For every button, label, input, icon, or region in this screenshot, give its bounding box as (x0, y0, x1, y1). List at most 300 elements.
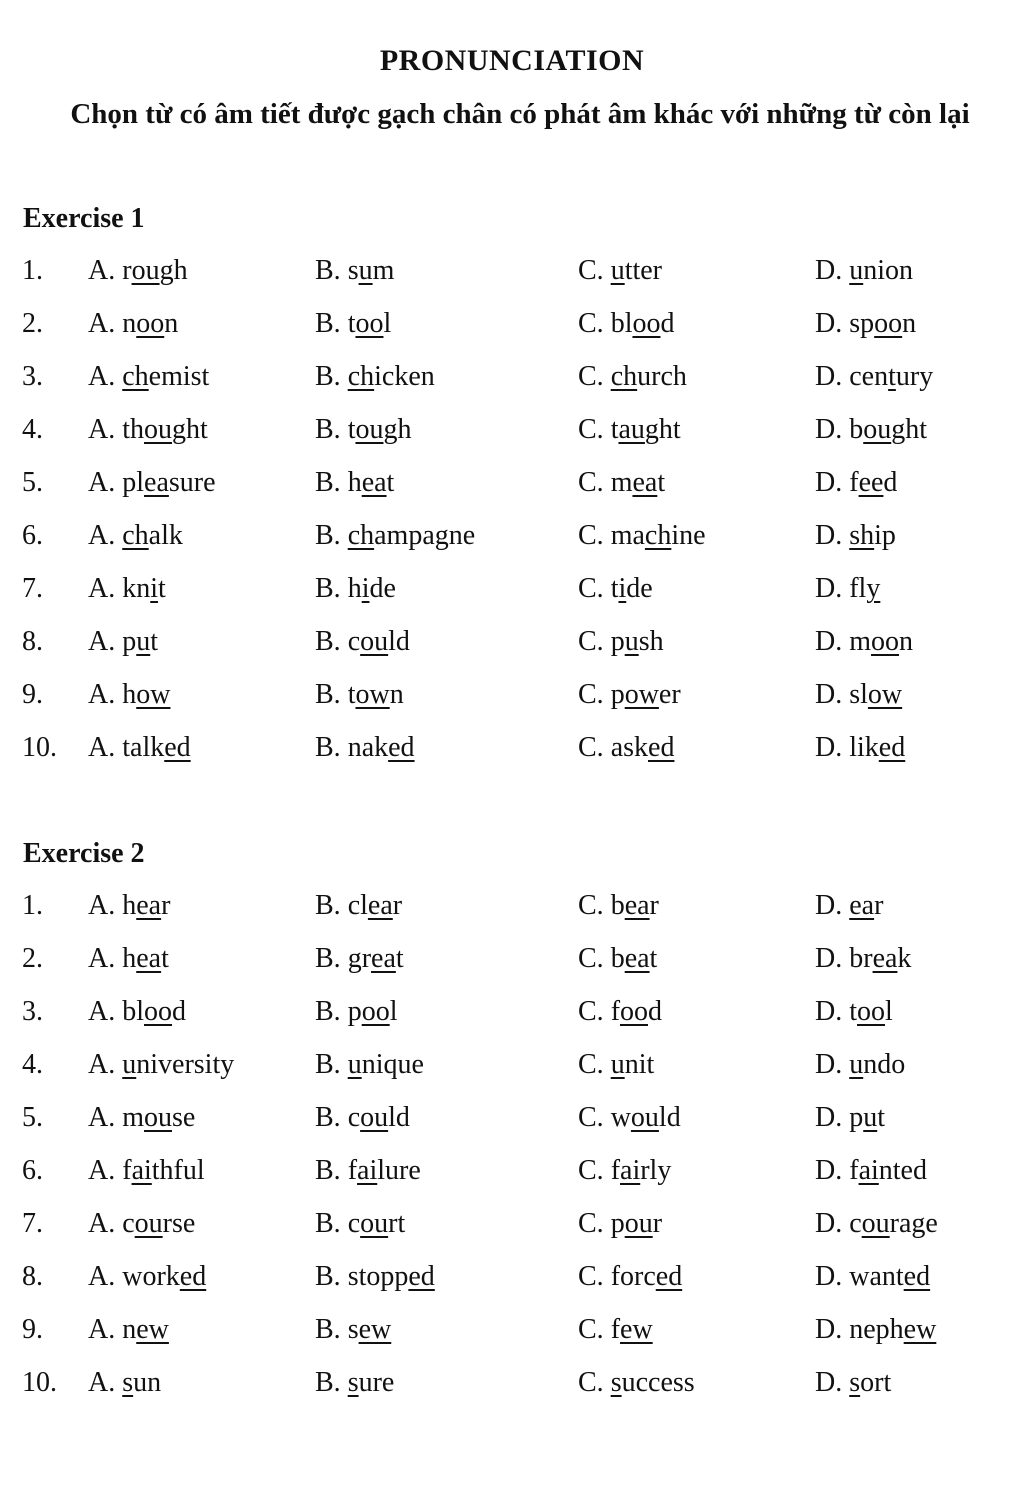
option-letter: C. (578, 943, 604, 974)
answer-option[interactable] (578, 626, 664, 658)
option-letter: B. (315, 626, 341, 657)
word-suffix: rse (162, 1208, 196, 1239)
word-prefix: p (610, 626, 625, 657)
underlined-sound: oo (361, 996, 390, 1027)
answer-option[interactable] (578, 679, 681, 711)
answer-option[interactable] (88, 1261, 206, 1293)
answer-option[interactable] (578, 1049, 654, 1081)
underlined-sound: u (863, 1102, 878, 1133)
option-letter: B. (315, 1102, 341, 1133)
answer-option[interactable] (578, 255, 662, 287)
word-prefix: f (849, 467, 859, 498)
underlined-sound: ea (136, 943, 162, 974)
word-prefix: f (849, 1155, 859, 1186)
option-letter: A. (88, 943, 116, 974)
underlined-sound: ed (648, 732, 675, 763)
option-letter: D. (815, 255, 843, 286)
answer-option[interactable] (815, 1155, 927, 1187)
option-letter: B. (315, 996, 341, 1027)
question-row (0, 573, 1024, 613)
underlined-sound: ed (903, 1261, 931, 1292)
option-letter: D. (815, 1155, 843, 1186)
option-letter: A. (88, 308, 116, 339)
word-suffix: t (386, 467, 395, 498)
word-suffix: t (877, 1102, 886, 1133)
word-prefix: r (122, 255, 132, 286)
answer-option[interactable] (815, 890, 883, 922)
answer-option[interactable] (315, 1155, 421, 1187)
answer-option[interactable] (815, 467, 897, 499)
word-suffix: de (369, 573, 396, 604)
question-row (0, 1102, 1024, 1142)
word-prefix: t (347, 308, 356, 339)
answer-option[interactable] (815, 414, 927, 446)
word-prefix: bl (610, 308, 633, 339)
question-row (0, 255, 1024, 295)
word-suffix: nted (878, 1155, 927, 1186)
underlined-sound: y (866, 573, 881, 604)
answer-option[interactable] (578, 890, 659, 922)
answer-option[interactable] (88, 626, 158, 658)
answer-option[interactable] (815, 679, 902, 711)
option-letter: A. (88, 626, 116, 657)
word-prefix: cl (347, 890, 368, 921)
question-number: 6. (22, 1155, 43, 1186)
answer-option[interactable] (578, 573, 653, 605)
answer-option[interactable] (578, 520, 706, 552)
question-number: 4. (22, 414, 43, 445)
answer-option[interactable] (578, 943, 657, 975)
answer-option[interactable] (88, 1155, 205, 1187)
exercise-heading: Exercise 2 (23, 838, 145, 869)
word-suffix: ort (860, 1367, 892, 1398)
option-letter: B. (315, 679, 341, 710)
underlined-sound: ou (355, 414, 384, 445)
underlined-sound: oo (857, 996, 886, 1027)
underlined-sound: ea (136, 890, 162, 921)
answer-option[interactable] (315, 626, 410, 658)
underlined-sound: ew (136, 1314, 169, 1345)
answer-option[interactable] (815, 255, 913, 287)
answer-option[interactable] (815, 1367, 891, 1399)
question-number: 7. (22, 1208, 43, 1239)
question-number: 4. (22, 1049, 43, 1080)
answer-option[interactable] (88, 361, 209, 393)
answer-option[interactable] (815, 626, 913, 658)
answer-option[interactable] (88, 1314, 169, 1346)
option-letter: B. (315, 308, 341, 339)
option-letter: C. (578, 1208, 604, 1239)
word-prefix: h (347, 573, 362, 604)
answer-option[interactable] (578, 1102, 681, 1134)
answer-option[interactable] (578, 414, 681, 446)
answer-option[interactable] (315, 732, 415, 764)
option-letter: B. (315, 943, 341, 974)
answer-option[interactable] (88, 996, 186, 1028)
word-suffix: d (660, 308, 675, 339)
option-letter: A. (88, 520, 116, 551)
word-suffix: emist (148, 361, 210, 392)
instruction: Chọn từ có âm tiết được gạch chân có phát âm khác với những từ còn lại (70, 98, 970, 130)
option-letter: C. (578, 996, 604, 1027)
word-suffix: ine (671, 520, 706, 551)
word-suffix: sure (168, 467, 216, 498)
underlined-sound: ed (878, 732, 906, 763)
answer-option[interactable] (88, 890, 170, 922)
word-suffix: t (657, 467, 666, 498)
word-suffix: r (161, 890, 171, 921)
answer-option[interactable] (815, 1314, 936, 1346)
word-prefix: t (347, 414, 356, 445)
word-prefix: w (610, 1102, 631, 1133)
answer-option[interactable] (88, 573, 166, 605)
word-suffix: alk (148, 520, 183, 551)
underlined-sound: ou (360, 1208, 389, 1239)
answer-option[interactable] (815, 1208, 938, 1240)
option-letter: B. (315, 1208, 341, 1239)
underlined-sound: ch (610, 361, 638, 392)
underlined-sound: u (624, 626, 639, 657)
word-prefix: bl (122, 996, 145, 1027)
underlined-sound: ai (858, 1155, 879, 1186)
word-prefix: c (347, 1208, 361, 1239)
underlined-sound: sh (849, 520, 875, 551)
word-prefix: ma (610, 520, 645, 551)
answer-option[interactable] (315, 308, 391, 340)
word-suffix: t (158, 573, 166, 604)
word-suffix: rly (640, 1155, 672, 1186)
answer-option[interactable] (315, 1208, 405, 1240)
answer-option[interactable] (315, 520, 475, 552)
option-letter: D. (815, 943, 843, 974)
word-prefix: t (849, 996, 858, 1027)
answer-option[interactable] (815, 308, 916, 340)
word-prefix: p (610, 1208, 625, 1239)
question-row (0, 1155, 1024, 1195)
question-number: 9. (22, 1314, 43, 1345)
answer-option[interactable] (815, 943, 911, 975)
word-prefix: n (122, 1314, 137, 1345)
word-prefix: c (347, 1102, 361, 1133)
question-row (0, 414, 1024, 454)
answer-option[interactable] (88, 1367, 161, 1399)
option-letter: D. (815, 890, 843, 921)
word-prefix: br (849, 943, 873, 974)
option-letter: D. (815, 1261, 843, 1292)
underlined-sound: oo (144, 996, 173, 1027)
answer-option[interactable] (88, 943, 169, 975)
word-prefix: f (610, 996, 621, 1027)
word-prefix: t (610, 573, 619, 604)
answer-option[interactable] (88, 520, 183, 552)
answer-option[interactable] (578, 308, 674, 340)
answer-option[interactable] (815, 573, 880, 605)
answer-option[interactable] (315, 1049, 424, 1081)
word-prefix: c (122, 1208, 135, 1239)
option-letter: C. (578, 1261, 604, 1292)
underlined-sound: oo (136, 308, 165, 339)
question-row (0, 1367, 1024, 1407)
answer-option[interactable] (315, 679, 404, 711)
answer-option[interactable] (315, 890, 402, 922)
answer-option[interactable] (578, 467, 665, 499)
word-suffix: n (389, 679, 404, 710)
question-number: 1. (22, 255, 43, 286)
word-prefix: nak (347, 732, 389, 763)
word-suffix: ampagne (374, 520, 476, 551)
question-row (0, 467, 1024, 507)
underlined-sound: ow (624, 679, 659, 710)
word-prefix: s (347, 255, 359, 286)
answer-option[interactable] (88, 255, 188, 287)
answer-option[interactable] (578, 361, 687, 393)
word-suffix: un (133, 1367, 162, 1398)
underlined-sound: s (849, 1367, 861, 1398)
word-prefix: b (610, 943, 625, 974)
option-letter: A. (88, 1208, 116, 1239)
question-number: 10. (22, 732, 57, 763)
answer-option[interactable] (578, 732, 674, 764)
option-letter: D. (815, 308, 843, 339)
underlined-sound: ou (131, 255, 160, 286)
answer-option[interactable] (315, 361, 435, 393)
question-number: 8. (22, 626, 43, 657)
underlined-sound: ai (357, 1155, 378, 1186)
option-letter: C. (578, 255, 604, 286)
question-row (0, 943, 1024, 983)
word-suffix: tter (624, 255, 662, 286)
underlined-sound: ed (388, 732, 415, 763)
option-letter: C. (578, 361, 604, 392)
answer-option[interactable] (315, 467, 394, 499)
word-prefix: th (122, 414, 145, 445)
answer-option[interactable] (315, 414, 411, 446)
answer-option[interactable] (88, 1049, 234, 1081)
answer-option[interactable] (578, 1314, 653, 1346)
option-letter: A. (88, 890, 116, 921)
option-letter: A. (88, 361, 116, 392)
option-letter: A. (88, 1155, 116, 1186)
option-letter: D. (815, 361, 843, 392)
underlined-sound: t (888, 361, 896, 392)
word-suffix: m (372, 255, 395, 286)
answer-option[interactable] (815, 996, 893, 1028)
word-prefix: ask (610, 732, 649, 763)
option-letter: A. (88, 732, 116, 763)
underlined-sound: ea (632, 467, 658, 498)
underlined-sound: i (361, 573, 370, 604)
answer-option[interactable] (315, 1102, 410, 1134)
underlined-sound: ou (144, 414, 173, 445)
word-suffix: sh (638, 626, 664, 657)
word-prefix: p (849, 1102, 864, 1133)
word-prefix: c (849, 1208, 862, 1239)
word-prefix: kn (122, 573, 151, 604)
word-prefix: m (610, 467, 633, 498)
word-prefix: neph (849, 1314, 904, 1345)
option-letter: A. (88, 1102, 116, 1133)
word-suffix: d (172, 996, 187, 1027)
word-prefix: cen (849, 361, 889, 392)
word-suffix: ndo (863, 1049, 906, 1080)
question-number: 3. (22, 996, 43, 1027)
word-suffix: n (902, 308, 917, 339)
question-number: 2. (22, 943, 43, 974)
underlined-sound: ed (408, 1261, 435, 1292)
answer-option[interactable] (815, 1049, 905, 1081)
question-row (0, 520, 1024, 560)
option-letter: C. (578, 1102, 604, 1133)
question-row (0, 361, 1024, 401)
question-number: 6. (22, 520, 43, 551)
option-letter: C. (578, 520, 604, 551)
option-letter: B. (315, 1155, 341, 1186)
answer-option[interactable] (315, 996, 397, 1028)
answer-option[interactable] (315, 573, 396, 605)
underlined-sound: oo (620, 996, 649, 1027)
word-suffix: r (392, 890, 403, 921)
question-number: 5. (22, 467, 43, 498)
underlined-sound: ou (360, 626, 389, 657)
question-row (0, 1314, 1024, 1354)
option-letter: A. (88, 1049, 116, 1080)
option-letter: C. (578, 890, 604, 921)
question-row (0, 732, 1024, 772)
underlined-sound: ea (144, 467, 169, 498)
answer-option[interactable] (88, 308, 178, 340)
word-suffix: k (897, 943, 912, 974)
answer-option[interactable] (815, 520, 896, 552)
word-suffix: se (172, 1102, 196, 1133)
word-suffix: ght (644, 414, 681, 445)
answer-option[interactable] (315, 1261, 435, 1293)
word-suffix: t (150, 626, 159, 657)
word-suffix: ld (658, 1102, 681, 1133)
option-letter: A. (88, 996, 116, 1027)
word-suffix: icken (374, 361, 435, 392)
option-letter: B. (315, 520, 341, 551)
option-letter: D. (815, 1049, 843, 1080)
underlined-sound: ea (624, 943, 650, 974)
word-prefix: f (610, 1155, 621, 1186)
underlined-sound: oo (632, 308, 661, 339)
word-prefix: stopp (347, 1261, 409, 1292)
word-prefix: t (610, 414, 619, 445)
option-letter: B. (315, 573, 341, 604)
word-suffix: r (874, 890, 884, 921)
question-number: 3. (22, 361, 43, 392)
underlined-sound: oo (871, 626, 900, 657)
option-letter: C. (578, 1155, 604, 1186)
underlined-sound: ea (624, 890, 650, 921)
answer-option[interactable] (315, 1367, 394, 1399)
question-row (0, 626, 1024, 666)
word-prefix: h (122, 890, 137, 921)
underlined-sound: ou (630, 1102, 659, 1133)
word-prefix: work (122, 1261, 180, 1292)
underlined-sound: ow (355, 679, 390, 710)
underlined-sound: ch (644, 520, 672, 551)
question-number: 10. (22, 1367, 57, 1398)
option-letter: D. (815, 732, 843, 763)
word-prefix: h (347, 467, 362, 498)
answer-option[interactable] (815, 1102, 885, 1134)
word-prefix: want (849, 1261, 904, 1292)
option-letter: A. (88, 1367, 116, 1398)
question-row (0, 308, 1024, 348)
option-letter: D. (815, 1314, 843, 1345)
question-number: 5. (22, 1102, 43, 1133)
word-suffix: d (883, 467, 898, 498)
answer-option[interactable] (315, 255, 394, 287)
word-prefix: f (122, 1155, 132, 1186)
word-prefix: forc (610, 1261, 656, 1292)
word-prefix: gr (347, 943, 372, 974)
underlined-sound: ou (863, 414, 892, 445)
answer-option[interactable] (578, 1208, 662, 1240)
underlined-sound: ed (655, 1261, 683, 1292)
answer-option[interactable] (88, 732, 191, 764)
word-prefix: t (347, 679, 356, 710)
option-letter: D. (815, 1102, 843, 1133)
answer-option[interactable] (815, 1261, 930, 1293)
underlined-sound: ee (858, 467, 884, 498)
word-prefix: sl (849, 679, 868, 710)
word-suffix: n (899, 626, 914, 657)
answer-option[interactable] (578, 1155, 671, 1187)
question-row (0, 996, 1024, 1036)
word-suffix: er (658, 679, 681, 710)
answer-option[interactable] (815, 361, 933, 393)
underlined-sound: ea (872, 943, 898, 974)
word-suffix: n (164, 308, 179, 339)
underlined-sound: u (347, 1049, 362, 1080)
underlined-sound: ea (849, 890, 875, 921)
word-suffix: ip (874, 520, 896, 551)
word-suffix: lure (377, 1155, 421, 1186)
word-prefix: f (347, 1155, 358, 1186)
answer-option[interactable] (88, 1208, 195, 1240)
option-letter: D. (815, 520, 843, 551)
option-letter: D. (815, 996, 843, 1027)
question-row (0, 890, 1024, 930)
answer-option[interactable] (578, 1367, 695, 1399)
underlined-sound: oo (355, 308, 384, 339)
answer-option[interactable] (88, 679, 170, 711)
answer-option[interactable] (578, 996, 662, 1028)
word-prefix: p (347, 996, 362, 1027)
word-suffix: ury (895, 361, 934, 392)
word-suffix: l (389, 996, 398, 1027)
answer-option[interactable] (88, 467, 216, 499)
underlined-sound: ow (867, 679, 903, 710)
word-suffix: t (161, 943, 169, 974)
answer-option[interactable] (315, 943, 404, 975)
word-suffix: urch (637, 361, 687, 392)
page-title: PRONUNCIATION (379, 44, 645, 77)
underlined-sound: ai (620, 1155, 641, 1186)
option-letter: D. (815, 1367, 843, 1398)
answer-option[interactable] (315, 1314, 391, 1346)
answer-option[interactable] (88, 414, 208, 446)
answer-option[interactable] (815, 732, 905, 764)
option-letter: C. (578, 1367, 604, 1398)
answer-option[interactable] (88, 1102, 195, 1134)
word-suffix: ght (891, 414, 928, 445)
option-letter: A. (88, 1314, 116, 1345)
answer-option[interactable] (578, 1261, 682, 1293)
underlined-sound: ou (360, 1102, 389, 1133)
